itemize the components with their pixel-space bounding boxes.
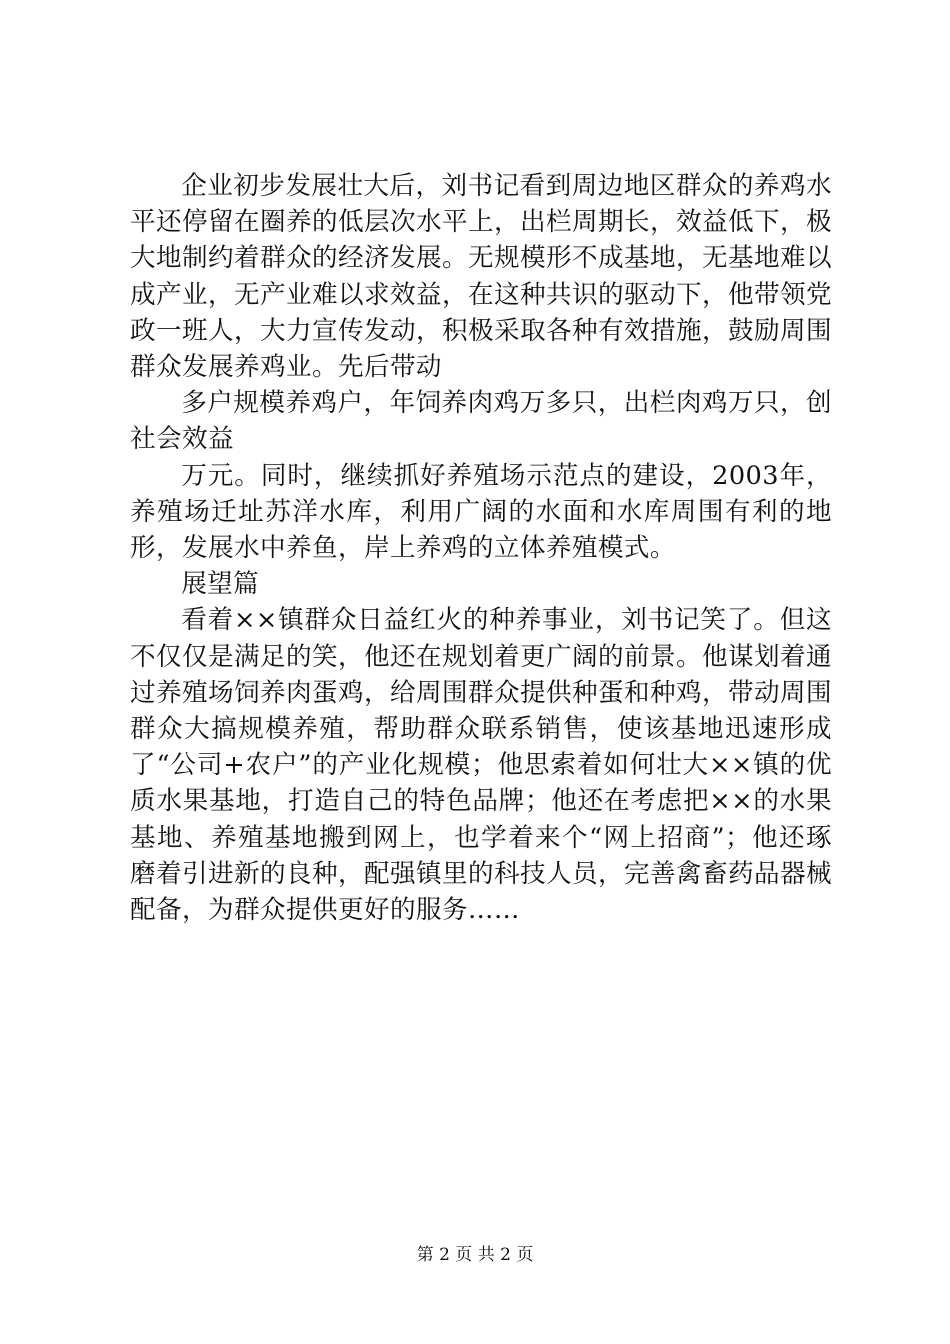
paragraph-4: 看着××镇群众日益红火的种养事业，刘书记笑了。但这不仅仅是满足的笑，他还在规划着更广阔的前景。他谋划着通过养殖场饲养肉蛋鸡，给周围群众提供种蛋和种鸡，带动周围群众大搞规模养殖，帮助群众联系销售，使该基地迅速形成了“公司+农户”的产业化规模；他思索着如何壮大××镇的优质水果基地，打造自己的特色品牌；他还在考虑把××的水果基地、养殖基地搬到网上，也学着来个“网上招商”；他还琢磨着引进新的良种，配强镇里的科技人员，完善禽畜药品器械配备，为群众提供更好的服务…… <box>130 605 832 926</box>
paragraph-2: 多户规模养鸡户，年饲养肉鸡万多只，出栏肉鸡万只，创社会效益 <box>130 388 832 455</box>
section-heading: 展望篇 <box>181 569 260 600</box>
document-body <box>130 168 832 928</box>
paragraph-3: 万元。同时，继续抓好养殖场示范点的建设，2003年，养殖场迁址苏洋水库，利用广阔的水面和水库周围有利的地形，发展水中养鱼，岸上养鸡的立体养殖模式。 <box>130 460 832 564</box>
page-number-label: 第 2 页 共 2 页 <box>416 1245 534 1265</box>
paragraph-1: 企业初步发展壮大后，刘书记看到周边地区群众的养鸡水平还停留在圈养的低层次水平上，出栏周期长，效益低下，极大地制约着群众的经济发展。无规模形不成基地，无基地难以成产业，无产业难以求效益，在这种共识的驱动下，他带领党政一班人，大力宣传发动，积极采取各种有效措施，鼓励周围群众发展养鸡业。先后带动 <box>130 171 832 383</box>
page-footer <box>0 1244 950 1266</box>
